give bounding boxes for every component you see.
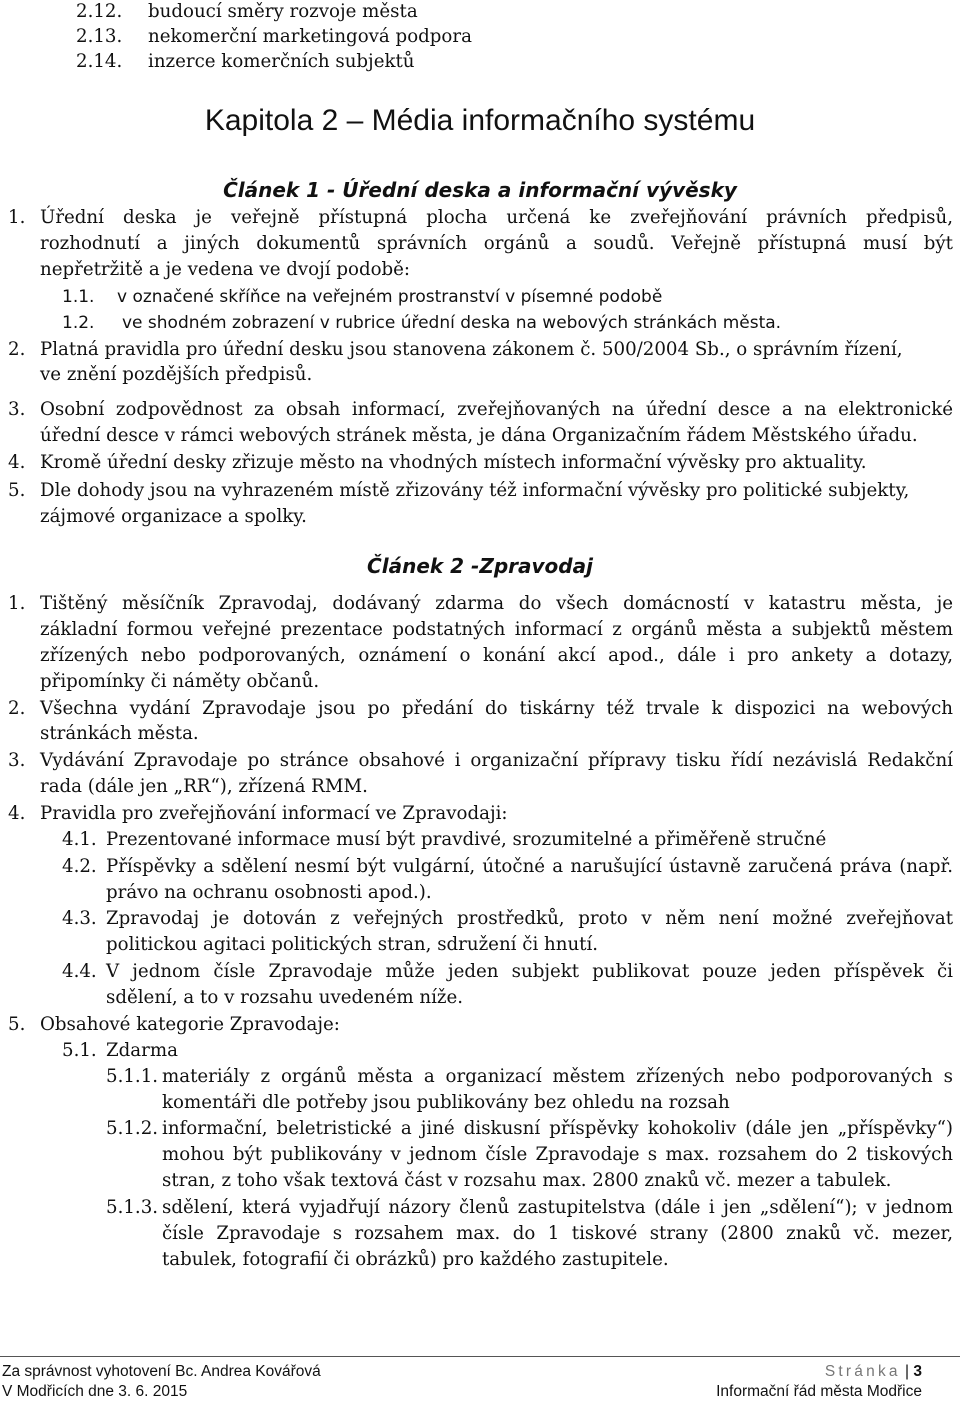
sub-item-text: Zdarma <box>106 1040 178 1061</box>
paragraph-number: 1. <box>8 593 26 614</box>
list-item-text: inzerce komerčních subjektů <box>148 51 415 72</box>
footer-date: V Modřicích dne 3. 6. 2015 <box>2 1383 188 1400</box>
sub-number: 4.4. <box>62 961 97 982</box>
paragraph-number: 2. <box>8 698 26 719</box>
subsub-item-text: čísle Zpravodaje s rozsahem max. do 1 tiskové strany (2800 znaků vč. mezer, <box>162 1223 953 1244</box>
footer-rule <box>0 1356 960 1357</box>
subsub-item-text: informační, beletristické a jiné diskusní příspěvky kohokoliv (dále jen „příspěvky“) <box>162 1118 953 1139</box>
paragraph-number: 1. <box>8 207 26 228</box>
sub-number: 4.1. <box>62 829 97 850</box>
subsub-number: 5.1.3. <box>106 1197 159 1218</box>
article-2-title: Článek 2 -Zpravodaj <box>367 554 593 578</box>
paragraph-line: stránkách města. <box>40 723 199 744</box>
paragraph-line: rozhodnutí a jiných dokumentů správních orgánů a soudů. Veřejně přístupná musí být <box>40 233 953 254</box>
chapter-title: Kapitola 2 – Média informačního systému <box>204 104 756 137</box>
article-1-title: Článek 1 - Úřední deska a informační vývěsky <box>223 178 737 202</box>
sub-number: 1.2. <box>62 313 95 333</box>
footer-page-label <box>825 1362 922 1382</box>
sub-item-text: Zpravodaj je dotován z veřejných prostředků, proto v něm není možné zveřejňovat <box>106 908 953 929</box>
subsub-number: 5.1.2. <box>106 1118 159 1139</box>
list-item-text: budoucí směry rozvoje města <box>148 1 418 22</box>
paragraph-line: Pravidla pro zveřejňování informací ve Zpravodaji: <box>40 803 508 824</box>
sub-item-text: v označené skříňce na veřejném prostranství v písemné podobě <box>117 287 663 307</box>
paragraph-number: 3. <box>8 750 26 771</box>
paragraph-line: Dle dohody jsou na vyhrazeném místě zřizovány též informační vývěsky pro politické subjekty, <box>40 480 910 501</box>
paragraph-line: ve znění pozdějších předpisů. <box>40 364 313 385</box>
sub-number: 4.2. <box>62 856 97 877</box>
page-separator: | <box>905 1363 910 1380</box>
subsub-item-text: sdělení, která vyjadřují názory členů zastupitelstva (dále i jen „sdělení“); v jednom <box>162 1197 953 1218</box>
paragraph-line: nepřetržitě a je vedena ve dvojí podobě: <box>40 259 411 280</box>
paragraph-line: rada (dále jen „RR“), zřízená RMM. <box>40 776 368 797</box>
paragraph-line: zájmové organizace a spolky. <box>40 506 307 527</box>
sub-item-text: ve shodném zobrazení v rubrice úřední deska na webových stránkách města. <box>122 313 782 333</box>
sub-item-text: V jednom čísle Zpravodaje může jeden subjekt publikovat pouze jeden příspěvek či <box>106 961 953 982</box>
paragraph-line: Kromě úřední desky zřizuje město na vhodných místech informační vývěsky pro aktuality. <box>40 452 867 473</box>
paragraph-line: Platná pravidla pro úřední desku jsou stanovena zákonem č. 500/2004 Sb., o správním řízení, <box>40 339 903 360</box>
sub-item-text: Příspěvky a sdělení nesmí být vulgární, útočné a narušující ústavně zaručená práva (např. <box>106 856 953 877</box>
sub-number: 5.1. <box>62 1040 97 1061</box>
list-number: 2.14. <box>76 51 123 72</box>
paragraph-number: 5. <box>8 480 26 501</box>
subsub-number: 5.1.1. <box>106 1066 159 1087</box>
subsub-item-text: stran, z toho však textová část v rozsahu max. 2800 znaků vč. mezer a tabulek. <box>162 1170 892 1191</box>
sub-item-text: politickou agitaci politických stran, sdružení či hnutí. <box>106 934 599 955</box>
paragraph-line: zřízených nebo podporovaných, oznámení o konání akcí apod., dále i pro ankety a dotazy, <box>40 645 953 666</box>
footer-author: Za správnost vyhotovení Bc. Andrea Kovářová <box>2 1363 321 1380</box>
paragraph-number: 4. <box>8 452 26 473</box>
sub-number: 1.1. <box>62 287 95 307</box>
paragraph-line: Tištěný měsíčník Zpravodaj, dodávaný zdarma do všech domácností v katastru města, je <box>40 593 953 614</box>
paragraph-number: 4. <box>8 803 26 824</box>
paragraph-line: připomínky či náměty občanů. <box>40 671 320 692</box>
paragraph-line: Osobní zodpovědnost za obsah informací, zveřejňovaných na úřední desce a na elektronické <box>40 399 953 420</box>
sub-item-text: právo na ochranu osobnosti apod.). <box>106 882 432 903</box>
footer-document-name: Informační řád města Modřice <box>716 1383 922 1400</box>
paragraph-line: Vydávání Zpravodaje po stránce obsahové i organizační přípravy tisku řídí nezávislá Redakční <box>40 750 953 771</box>
paragraph-line: Všechna vydání Zpravodaje jsou po předání do tiskárny též trvale k dispozici na webových <box>40 698 953 719</box>
paragraph-number: 5. <box>8 1014 26 1035</box>
subsub-item-text: tabulek, fotografií či obrázků) pro každého zastupitele. <box>162 1249 669 1270</box>
list-item-text: nekomerční marketingová podpora <box>148 26 472 47</box>
subsub-item-text: komentáři dle potřeby jsou publikovány bez ohledu na rozsah <box>162 1092 730 1113</box>
sub-number: 4.3. <box>62 908 97 929</box>
paragraph-line: Úřední deska je veřejně přístupná plocha určená ke zveřejňování právních předpisů, <box>40 207 953 228</box>
subsub-item-text: mohou být publikovány v jednom čísle Zpravodaje s max. rozsahem do 2 tiskových <box>162 1144 953 1165</box>
paragraph-number: 2. <box>8 339 26 360</box>
sub-item-text: Prezentované informace musí být pravdivé, srozumitelné a přiměřeně stručné <box>106 829 827 850</box>
paragraph-number: 3. <box>8 399 26 420</box>
paragraph-line: základní formou veřejné prezentace podstatných informací z orgánů města a subjektů městem <box>40 619 953 640</box>
paragraph-line: Obsahové kategorie Zpravodaje: <box>40 1014 340 1035</box>
list-number: 2.12. <box>76 1 123 22</box>
subsub-item-text: materiály z orgánů města a organizací městem zřízených nebo podporovaných s <box>162 1066 953 1087</box>
page-number: 3 <box>913 1363 922 1380</box>
page-word: Stránka <box>824 1363 901 1380</box>
sub-item-text: sdělení, a to v rozsahu uvedeném níže. <box>106 987 464 1008</box>
list-number: 2.13. <box>76 26 123 47</box>
paragraph-line: úřední desce v rámci webových stránek města, je dána Organizačním řádem Městského úřadu. <box>40 425 918 446</box>
